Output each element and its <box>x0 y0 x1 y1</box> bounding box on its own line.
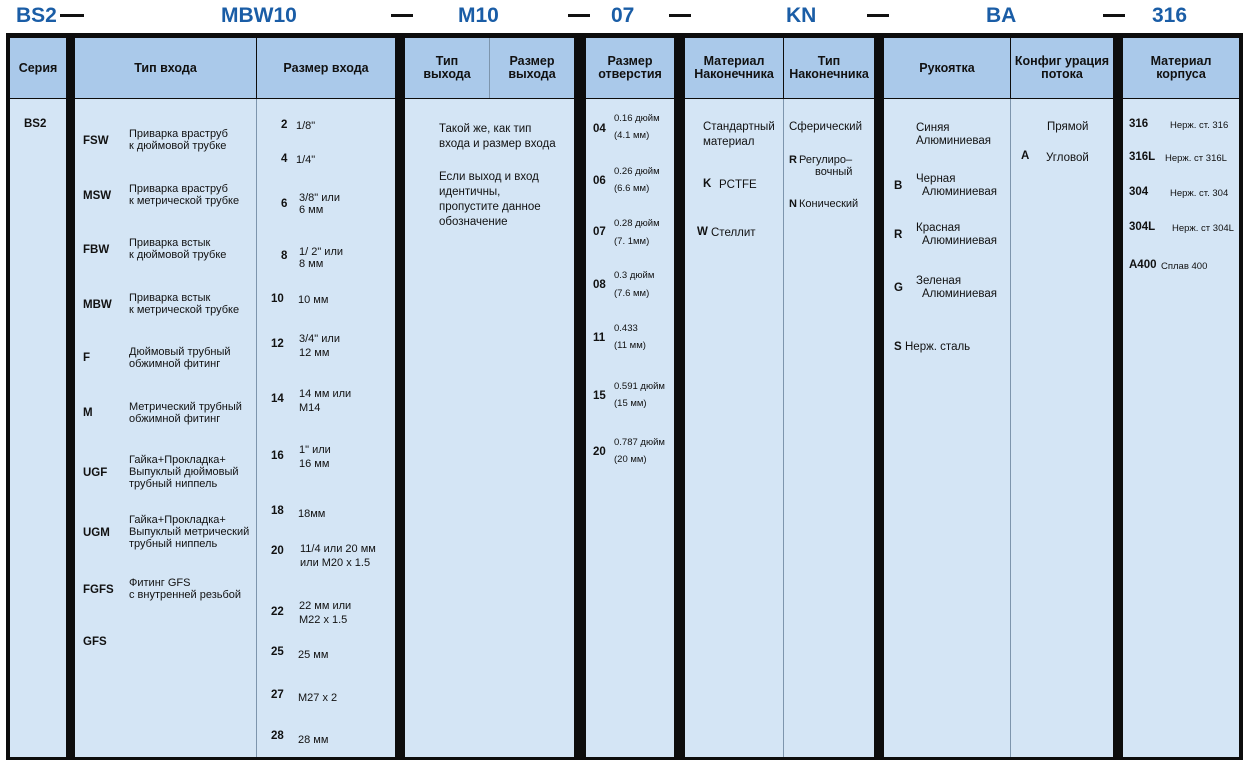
column-divider <box>489 38 490 98</box>
inlet-size-value: 28 мм <box>298 734 329 746</box>
orifice-inch: 0.28 дюйм <box>614 218 660 229</box>
inlet-type-code: FGFS <box>83 584 114 596</box>
outlet-note: идентичны, <box>439 186 501 198</box>
inlet-type-desc: трубный ниппель <box>129 478 218 490</box>
orifice-code: 04 <box>593 123 606 135</box>
inlet-type-desc: к метрической трубке <box>129 195 240 207</box>
body-material-code: 304L <box>1129 221 1156 233</box>
body-material-code: 304 <box>1129 186 1149 198</box>
inlet-type-code: M <box>83 407 93 419</box>
inlet-size-value: 16 мм <box>299 458 330 470</box>
inlet-type-desc: к метрической трубке <box>129 304 240 316</box>
inlet-type-desc: Приварка враструб <box>129 183 228 195</box>
inlet-type-code: F <box>83 352 91 364</box>
handle-code: B <box>894 180 903 192</box>
inlet-size-value: 10 мм <box>298 294 329 306</box>
orifice-mm: (6.6 мм) <box>614 183 650 194</box>
handle-label: Алюминиевая <box>922 235 997 247</box>
inlet-size-code: 28 <box>271 730 284 742</box>
inlet-type-code: MSW <box>83 190 112 202</box>
inlet-size-value: 1/4" <box>296 154 316 166</box>
column-divider <box>256 99 257 757</box>
inlet-size-value: 1/8" <box>296 120 316 132</box>
handle-label: Синяя <box>916 122 950 134</box>
code-dash <box>391 14 413 17</box>
inlet-size-code: 27 <box>271 689 284 701</box>
inlet-type-desc: Фитинг GFS <box>129 577 191 589</box>
handle-code: S <box>894 341 902 353</box>
inlet-type-desc: Приварка встык <box>129 292 211 304</box>
orifice-inch: 0.3 дюйм <box>614 270 655 281</box>
inlet-type-code: UGF <box>83 467 108 479</box>
inlet-type-code: FSW <box>83 135 109 147</box>
inlet-size-code: 14 <box>271 393 284 405</box>
body-material-label: Нерж. ст. 304 <box>1170 188 1229 199</box>
handle-code: G <box>894 282 903 294</box>
code-outlet: M10 <box>458 4 499 27</box>
body-material-label: Нерж. ст. 316 <box>1170 120 1229 131</box>
handle-label: Алюминиевая <box>922 186 997 198</box>
header-flow: Конфиг урация потока <box>1011 38 1113 98</box>
tip-type-spherical: Сферический <box>789 121 862 133</box>
inlet-type-desc: обжимной фитинг <box>129 413 221 425</box>
inlet-size-value: 14 мм или <box>299 388 352 400</box>
inlet-type-code: UGM <box>83 527 110 539</box>
orifice-inch: 0.591 дюйм <box>614 381 665 392</box>
orifice-code: 15 <box>593 390 606 402</box>
inlet-size-value: M22 x 1.5 <box>299 614 348 626</box>
inlet-size-value: 3/8" или <box>299 192 340 204</box>
tip-material-standard: Стандартный <box>703 121 775 133</box>
inlet-size-code: 10 <box>271 293 284 305</box>
header-tip-material: Материал Наконечника <box>685 38 783 98</box>
code-series: BS2 <box>16 4 57 27</box>
tip-material-standard: материал <box>703 136 755 148</box>
inlet-size-value: 18мм <box>298 508 326 520</box>
handle-label: Зеленая <box>916 275 962 287</box>
code-dash <box>669 14 691 17</box>
orifice-code: 08 <box>593 279 606 291</box>
body-material-code: 316 <box>1129 118 1149 130</box>
inlet-type-code: MBW <box>83 299 112 311</box>
header-handle: Рукоятка <box>884 38 1010 98</box>
inlet-size-value: или M20 x 1.5 <box>300 557 371 569</box>
tip-type-label: Регулиро– <box>799 154 853 166</box>
column-divider <box>1010 99 1011 757</box>
inlet-type-code: GFS <box>83 636 107 648</box>
handle-label: Нерж. сталь <box>905 341 971 353</box>
code-handle: BA <box>986 4 1017 27</box>
inlet-type-desc: к дюймовой трубке <box>129 140 227 152</box>
handle-label: Красная <box>916 222 961 234</box>
inlet-size-value: 1" или <box>299 444 331 456</box>
cell-series <box>10 99 66 757</box>
tip-type-label: вочный <box>815 166 853 178</box>
inlet-size-value: 11/4 или 20 мм <box>300 543 376 555</box>
inlet-size-value: 12 мм <box>299 347 330 359</box>
flow-straight: Прямой <box>1047 121 1089 133</box>
header-series: Серия <box>10 38 66 98</box>
outlet-note: Если выход и вход <box>439 171 539 183</box>
header-inlet-size: Размер входа <box>257 38 395 98</box>
orifice-mm: (15 мм) <box>614 398 647 409</box>
inlet-size-value: 8 мм <box>299 258 324 270</box>
tip-type-label: Конический <box>799 198 859 210</box>
orifice-code: 20 <box>593 446 606 458</box>
inlet-type-code: FBW <box>83 244 110 256</box>
inlet-type-desc: Гайка+Прокладка+ <box>129 514 226 526</box>
handle-label: Алюминиевая <box>916 135 991 147</box>
inlet-size-code: 12 <box>271 338 284 350</box>
inlet-type-desc: Выпуклый метрический <box>129 526 250 538</box>
inlet-size-value: 3/4" или <box>299 333 340 345</box>
header-outlet-size: Размер выхода <box>490 38 574 98</box>
code-dash <box>1103 14 1125 17</box>
orifice-inch: 0.433 <box>614 323 638 334</box>
body-material-label: Нерж. ст 304L <box>1172 223 1234 234</box>
header-tip-type: Тип Наконечника <box>784 38 874 98</box>
header-orifice: Размер отверстия <box>586 38 674 98</box>
orifice-inch: 0.787 дюйм <box>614 437 665 448</box>
inlet-type-desc: Приварка встык <box>129 237 211 249</box>
handle-label: Алюминиевая <box>922 288 997 300</box>
inlet-type-desc: с внутренней резьбой <box>129 589 242 601</box>
inlet-type-desc: Метрический трубный <box>129 401 242 413</box>
code-dash <box>568 14 590 17</box>
body-material-code: A400 <box>1129 259 1157 271</box>
tip-type-code: N <box>789 198 797 210</box>
header-inlet-type: Тип входа <box>75 38 256 98</box>
tip-material-code: K <box>703 178 712 190</box>
cell-tip-material <box>685 99 783 757</box>
handle-label: Черная <box>916 173 956 185</box>
outlet-note: Такой же, как тип <box>439 123 532 135</box>
body-material-label: Нерж. ст 316L <box>1165 153 1227 164</box>
inlet-size-value: 25 мм <box>298 649 329 661</box>
outlet-note: входа и размер входа <box>439 138 556 150</box>
orifice-code: 07 <box>593 226 606 238</box>
inlet-size-code: 20 <box>271 545 284 557</box>
orifice-mm: (11 мм) <box>614 340 646 351</box>
code-orifice: 07 <box>611 4 635 27</box>
tip-material-code: W <box>697 226 708 238</box>
cell-flow <box>1011 99 1113 757</box>
orifice-mm: (7.6 мм) <box>614 288 650 299</box>
code-dash <box>867 14 889 17</box>
inlet-type-desc: трубный ниппель <box>129 538 218 550</box>
inlet-size-code: 22 <box>271 606 284 618</box>
column-divider <box>783 99 784 757</box>
inlet-size-value: 6 мм <box>299 204 324 216</box>
inlet-type-desc: к дюймовой трубке <box>129 249 227 261</box>
tip-type-code: R <box>789 154 797 166</box>
inlet-size-value: 22 мм или <box>299 600 352 612</box>
inlet-size-code: 8 <box>281 250 288 262</box>
inlet-type-desc: Дюймовый трубный <box>129 346 231 358</box>
inlet-size-code: 2 <box>281 119 288 131</box>
orifice-code: 11 <box>593 332 606 344</box>
inlet-size-code: 25 <box>271 646 284 658</box>
series-value: BS2 <box>24 118 47 130</box>
inlet-size-value: M27 x 2 <box>298 692 338 704</box>
inlet-type-desc: Приварка враструб <box>129 128 228 140</box>
handle-code: R <box>894 229 903 241</box>
orifice-mm: (4.1 мм) <box>614 130 650 141</box>
inlet-size-code: 16 <box>271 450 284 462</box>
inlet-type-desc: Выпуклый дюймовый <box>129 466 239 478</box>
code-dash <box>60 14 84 17</box>
orifice-code: 06 <box>593 175 606 187</box>
tip-material-label: PCTFE <box>719 179 757 191</box>
orifice-inch: 0.26 дюйм <box>614 166 660 177</box>
cell-orifice <box>586 99 674 757</box>
inlet-size-code: 18 <box>271 505 284 517</box>
inlet-type-desc: Гайка+Прокладка+ <box>129 454 226 466</box>
code-tip: KN <box>786 4 817 27</box>
inlet-size-value: 1/ 2" или <box>299 246 344 258</box>
inlet-size-code: 4 <box>281 153 288 165</box>
body-material-label: Сплав 400 <box>1161 261 1208 272</box>
inlet-type-desc: обжимной фитинг <box>129 358 221 370</box>
outlet-note: обозначение <box>439 216 508 228</box>
header-outlet-type: Тип выхода <box>405 38 489 98</box>
flow-code: A <box>1021 150 1030 162</box>
inlet-size-code: 6 <box>281 198 288 210</box>
tip-material-label: Стеллит <box>711 227 756 239</box>
body-material-code: 316L <box>1129 151 1156 163</box>
orifice-mm: (7. 1мм) <box>614 236 650 247</box>
code-body: 316 <box>1152 4 1188 27</box>
outlet-note: пропустите данное <box>439 201 541 213</box>
orifice-inch: 0.16 дюйм <box>614 113 660 124</box>
header-body-material: Материал корпуса <box>1123 38 1239 98</box>
orifice-mm: (20 мм) <box>614 454 647 465</box>
code-inlet: MBW10 <box>221 4 297 27</box>
flow-angled: Угловой <box>1046 152 1089 164</box>
inlet-size-value: M14 <box>299 402 321 414</box>
